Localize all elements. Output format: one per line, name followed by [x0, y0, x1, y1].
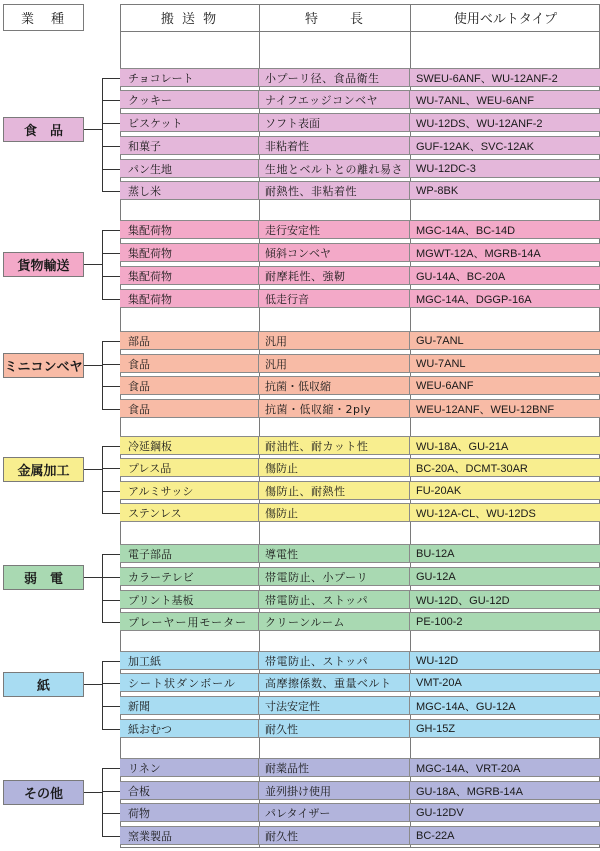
belt-type-cell: VMT-20A — [416, 676, 462, 689]
category-connector — [84, 684, 102, 685]
table-row — [120, 159, 600, 178]
belt-type-cell: WU-12D、GU-12D — [416, 594, 510, 607]
conveyed-item-cell: 合板 — [120, 782, 259, 799]
belt-type-cell: GU-7ANL — [416, 334, 464, 347]
feature-header: 特 長 — [304, 12, 365, 27]
feature-cell: 傾斜コンベヤ — [259, 244, 410, 261]
conveyed-item-cell: 紙おむつ — [120, 720, 259, 737]
table-row — [120, 590, 600, 609]
conveyed-item-cell: 荷物 — [120, 804, 259, 821]
belt-header: 使用ベルトタイプ — [453, 12, 558, 27]
conveyed-item-cell: ステンレス — [120, 504, 259, 521]
row-connector — [102, 513, 120, 514]
row-connector — [102, 577, 120, 578]
feature-cell: 並列掛け使用 — [259, 782, 410, 799]
feature-cell: 抗菌・低収縮 — [259, 377, 410, 394]
feature-cell: 低走行音 — [259, 290, 410, 307]
table-row — [120, 331, 600, 350]
table-row — [120, 612, 600, 631]
belt-type-cell: BC-22A — [416, 829, 455, 842]
row-connector — [102, 364, 120, 365]
belt-type-cell: WU-18A、GU-21A — [416, 440, 509, 453]
row-connector — [102, 78, 120, 79]
feature-cell: 寸法安定性 — [259, 697, 410, 714]
belt-type-cell: WP-8BK — [416, 184, 459, 197]
conveyed-item-cell: 蒸し米 — [120, 182, 259, 199]
industry-category-label: 紙 — [3, 672, 84, 697]
belt-type-cell: WU-12D — [416, 654, 459, 667]
conveyed-item-cell: プレス品 — [120, 459, 259, 476]
belt-type-cell: SWEU-6ANF、WU-12ANF-2 — [416, 72, 558, 85]
feature-cell: 高摩擦係数、重量ベルト — [259, 674, 410, 691]
category-connector — [84, 264, 102, 265]
row-connector — [102, 836, 120, 837]
row-connector — [102, 813, 120, 814]
feature-cell: 耐摩耗性、強靭 — [259, 267, 410, 284]
table-row — [120, 68, 600, 87]
row-connector — [102, 791, 120, 792]
category-connector — [84, 792, 102, 793]
category-connector — [102, 446, 103, 514]
feature-cell: クリーンルーム — [259, 613, 410, 630]
row-connector — [102, 230, 120, 231]
row-connector — [102, 146, 120, 147]
industry-category-label: 弱 電 — [3, 565, 84, 590]
belt-type-cell: MGC-14A、BC-14D — [416, 224, 516, 237]
industry-category-label: その他 — [3, 780, 84, 805]
category-connector — [102, 341, 103, 410]
table-row — [120, 719, 600, 738]
table-row — [120, 266, 600, 285]
conveyed-item-cell: ビスケット — [120, 114, 259, 131]
belt-type-cell: MGC-14A、DGGP-16A — [416, 293, 532, 306]
row-connector — [102, 683, 120, 684]
table-row — [120, 696, 600, 715]
conveyed-item-cell: チョコレート — [120, 69, 259, 86]
row-connector — [102, 446, 120, 447]
feature-cell: ナイフエッジコンベヤ — [259, 91, 410, 108]
belt-type-cell: GU-14A、BC-20A — [416, 270, 506, 283]
conveyed-item-cell: プレーヤー用モーター — [120, 613, 259, 630]
conveyed-item-cell: 集配荷物 — [120, 221, 259, 238]
table-row — [120, 803, 600, 822]
conveyed-item-cell: 部品 — [120, 332, 259, 349]
belt-type-cell: GU-12DV — [416, 806, 464, 819]
feature-cell: 走行安定性 — [259, 221, 410, 238]
conveyed-item-cell: アルミサッシ — [120, 482, 259, 499]
table-row — [120, 113, 600, 132]
feature-cell: 耐久性 — [259, 720, 410, 737]
table-row — [120, 243, 600, 262]
header-divider — [120, 31, 600, 32]
conveyed-item-cell: 新聞 — [120, 697, 259, 714]
belt-type-cell: PE-100-2 — [416, 615, 463, 628]
belt-type-cell: BU-12A — [416, 547, 455, 560]
row-connector — [102, 729, 120, 730]
row-connector — [102, 768, 120, 769]
table-row — [120, 136, 600, 155]
category-connector — [102, 78, 103, 192]
table-row — [120, 376, 600, 395]
industry-category-label: 貨物輸送 — [3, 252, 84, 277]
row-connector — [102, 491, 120, 492]
conveyed-item-cell: 和菓子 — [120, 137, 259, 154]
table-row — [120, 781, 600, 800]
belt-type-cell: GH-15Z — [416, 722, 456, 735]
table-row — [120, 481, 600, 500]
table-row — [120, 544, 600, 563]
feature-cell: 帯電防止、ストッパ — [259, 591, 410, 608]
feature-cell: 帯電防止、小プーリ — [259, 568, 410, 585]
category-connector — [102, 661, 103, 730]
feature-cell: 帯電防止、ストッパ — [259, 652, 410, 669]
feature-cell: 耐油性、耐カット性 — [259, 437, 410, 454]
belt-type-cell: WU-7ANL、WEU-6ANF — [416, 94, 534, 107]
row-connector — [102, 191, 120, 192]
feature-cell: 汎用 — [259, 355, 410, 372]
feature-cell: 傷防止 — [259, 504, 410, 521]
row-connector — [102, 468, 120, 469]
belt-type-cell: BC-20A、DCMT-30AR — [416, 462, 528, 475]
row-connector — [102, 706, 120, 707]
belt-type-cell: GU-12A — [416, 570, 456, 583]
row-connector — [102, 299, 120, 300]
category-connector — [84, 365, 102, 366]
category-connector — [84, 129, 102, 130]
table-row — [120, 220, 600, 239]
table-row — [120, 181, 600, 200]
row-connector — [102, 622, 120, 623]
industry-header: 業 種 — [3, 4, 84, 31]
belt-type-cell: WU-12A-CL、WU-12DS — [416, 507, 536, 520]
feature-cell: ソフト表面 — [259, 114, 410, 131]
belt-type-cell: WEU-6ANF — [416, 379, 474, 392]
category-connector — [102, 230, 103, 300]
table-row — [120, 651, 600, 670]
row-connector — [102, 341, 120, 342]
table-row — [120, 458, 600, 477]
conveyed-item-cell: 電子部品 — [120, 545, 259, 562]
table-row — [120, 436, 600, 455]
belt-type-cell: MGC-14A、GU-12A — [416, 700, 516, 713]
industry-category-label: 金属加工 — [3, 457, 84, 482]
belt-type-cell: FU-20AK — [416, 484, 462, 497]
row-connector — [102, 600, 120, 601]
feature-cell: パレタイザー — [259, 804, 410, 821]
feature-cell: 傷防止、耐熱性 — [259, 482, 410, 499]
table-row — [120, 399, 600, 418]
conveyed-item-cell: 集配荷物 — [120, 290, 259, 307]
conveyed-item-cell: リネン — [120, 759, 259, 776]
row-connector — [102, 169, 120, 170]
feature-cell: 耐熱性、非粘着性 — [259, 182, 410, 199]
feature-cell: 非粘着性 — [259, 137, 410, 154]
conveyed-item-cell: プリント基板 — [120, 591, 259, 608]
conveyed-item-cell: 加工紙 — [120, 652, 259, 669]
category-connector — [102, 554, 103, 623]
conveyed-item-cell: 集配荷物 — [120, 267, 259, 284]
feature-cell: 汎用 — [259, 332, 410, 349]
conveyed-item-cell: 食品 — [120, 355, 259, 372]
feature-cell: 生地とベルトとの離れ易さ — [259, 160, 410, 177]
belt-type-cell: GUF-12AK、SVC-12AK — [416, 140, 534, 153]
table-row — [120, 90, 600, 109]
table-row — [120, 354, 600, 373]
item-header: 搬 送 物 — [160, 12, 219, 27]
row-connector — [102, 409, 120, 410]
table-row — [120, 567, 600, 586]
conveyed-item-cell: クッキー — [120, 91, 259, 108]
conveyed-item-cell: パン生地 — [120, 160, 259, 177]
category-connector — [84, 577, 102, 578]
conveyed-item-cell: 冷延鋼板 — [120, 437, 259, 454]
feature-cell: 傷防止 — [259, 459, 410, 476]
belt-type-cell: WU-12DS、WU-12ANF-2 — [416, 117, 543, 130]
feature-cell: 耐薬品性 — [259, 759, 410, 776]
conveyed-item-cell: 集配荷物 — [120, 244, 259, 261]
row-connector — [102, 100, 120, 101]
belt-type-cell: GU-18A、MGRB-14A — [416, 785, 523, 798]
feature-cell: 耐久性 — [259, 827, 410, 844]
belt-type-cell: WU-7ANL — [416, 357, 466, 370]
conveyed-item-cell: 食品 — [120, 400, 259, 417]
feature-cell: 小プーリ径、食品衛生 — [259, 69, 410, 86]
category-connector — [102, 768, 103, 837]
industry-category-label: ミニコンベヤ — [3, 353, 84, 378]
table-row — [120, 673, 600, 692]
belt-type-cell: MGWT-12A、MGRB-14A — [416, 247, 541, 260]
belt-type-cell: WU-12DC-3 — [416, 162, 476, 175]
row-connector — [102, 386, 120, 387]
category-connector — [84, 469, 102, 470]
feature-cell: 抗菌・低収縮・2ply — [259, 400, 410, 417]
industry-category-label: 食 品 — [3, 117, 84, 142]
belt-type-cell: WEU-12ANF、WEU-12BNF — [416, 403, 555, 416]
conveyed-item-cell: 食品 — [120, 377, 259, 394]
feature-cell: 導電性 — [259, 545, 410, 562]
row-connector — [102, 554, 120, 555]
row-connector — [102, 253, 120, 254]
conveyed-item-cell: 窯業製品 — [120, 827, 259, 844]
table-row — [120, 826, 600, 845]
row-connector — [102, 661, 120, 662]
table-row — [120, 758, 600, 777]
conveyed-item-cell: カラーテレビ — [120, 568, 259, 585]
row-connector — [102, 123, 120, 124]
row-connector — [102, 276, 120, 277]
belt-type-cell: MGC-14A、VRT-20A — [416, 762, 521, 775]
table-row — [120, 503, 600, 522]
table-row — [120, 289, 600, 308]
conveyed-item-cell: シート状ダンボール — [120, 674, 259, 691]
